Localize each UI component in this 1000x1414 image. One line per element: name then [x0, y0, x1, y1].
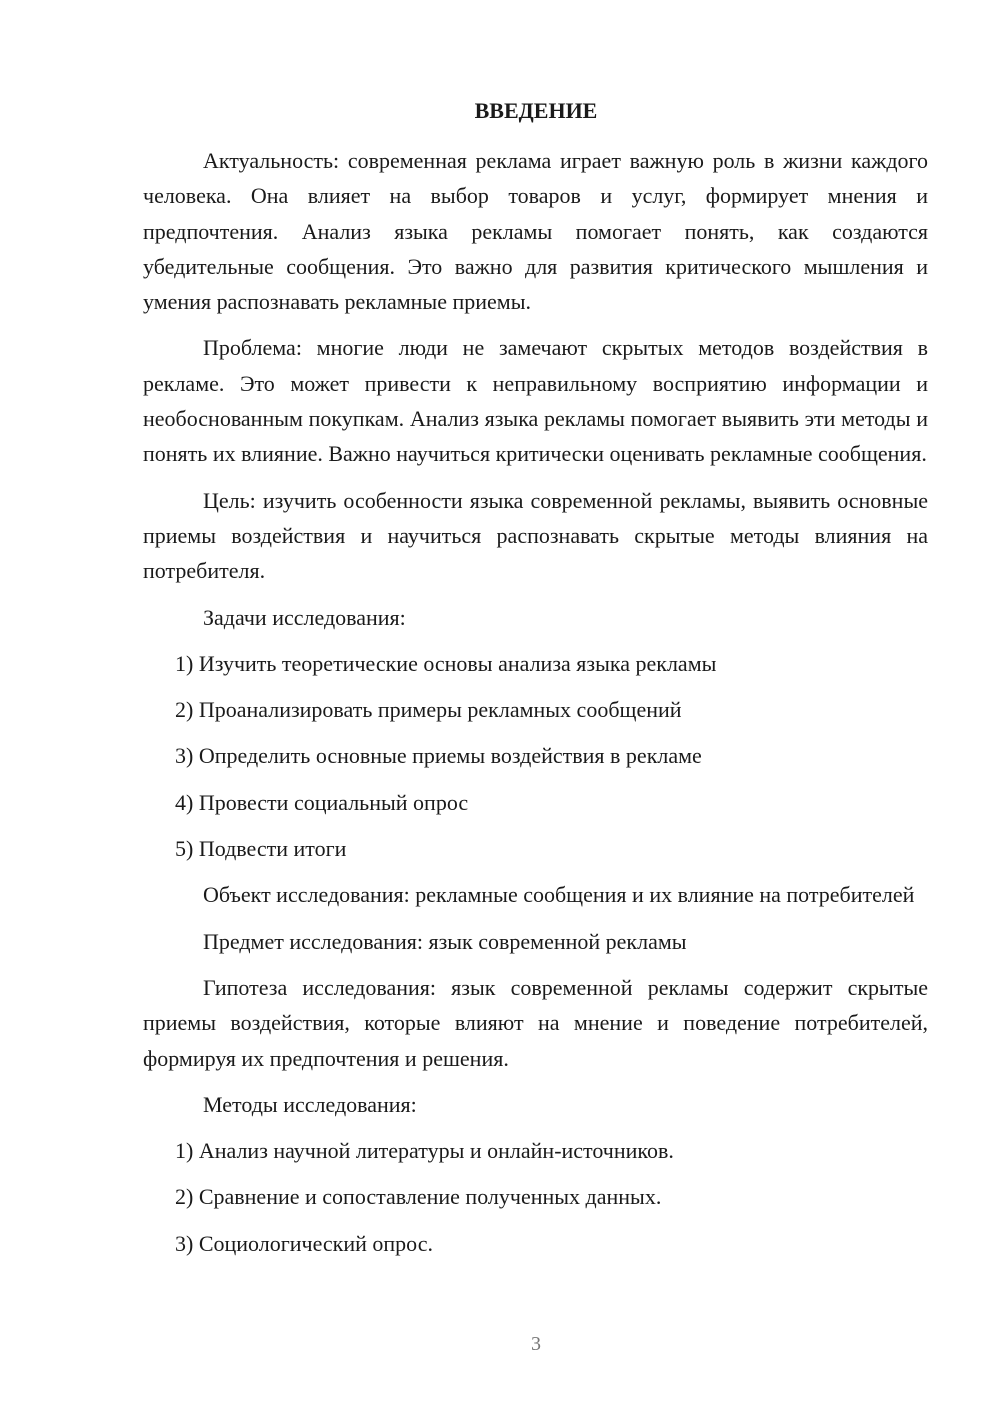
subject-paragraph: Предмет исследования: язык современной рекламы — [203, 928, 687, 954]
tasks-label: Задачи исследования: — [203, 604, 406, 630]
methods-label: Методы исследования: — [203, 1091, 417, 1117]
task-item: 3) Определить основные приемы воздействия в рекламе — [175, 743, 702, 769]
task-item: 2) Проанализировать примеры рекламных сообщений — [175, 697, 682, 723]
page-heading: ВВЕДЕНИЕ — [474, 98, 598, 123]
task-item: 5) Подвести итоги — [175, 836, 347, 862]
task-item: 4) Провести социальный опрос — [175, 789, 469, 815]
page-number: 3 — [531, 1333, 541, 1355]
relevance-paragraph: Актуальность: современная реклама играет важную роль в жизни каждого человека. Она влияет на выбор товаров и услуг, формирует мнения и предпочтения. Анализ языка рекламы помогает понять, как создаются убедительные сообщения. Это важно для развития критического мышления и умения распознавать рекламные приемы. — [143, 148, 928, 315]
method-item: 3) Социологический опрос. — [175, 1230, 433, 1256]
page-body — [143, 143, 928, 1272]
goal-paragraph: Цель: изучить особенности языка современной рекламы, выявить основные приемы воздействия и научиться распознавать скрытые методы влияния на потребителя. — [143, 487, 928, 584]
problem-paragraph: Проблема: многие люди не замечают скрытых методов воздействия в рекламе. Это может привести к неправильному восприятию информации и необоснованным покупкам. Анализ языка рекламы помогает выявить эти методы и понять их влияние. Важно научиться критически оценивать рекламные сообщения. — [143, 335, 928, 467]
hypothesis-paragraph: Гипотеза исследования: язык современной рекламы содержит скрытые приемы воздействия, которые влияют на мнение и поведение потребителей, формируя их предпочтения и решения. — [143, 974, 928, 1071]
method-item: 1) Анализ научной литературы и онлайн-источников. — [175, 1138, 674, 1164]
task-item: 1) Изучить теоретические основы анализа языка рекламы — [175, 650, 717, 676]
method-item: 2) Сравнение и сопоставление полученных данных. — [175, 1184, 662, 1210]
object-paragraph: Объект исследования: рекламные сообщения и их влияние на потребителей — [203, 882, 915, 908]
